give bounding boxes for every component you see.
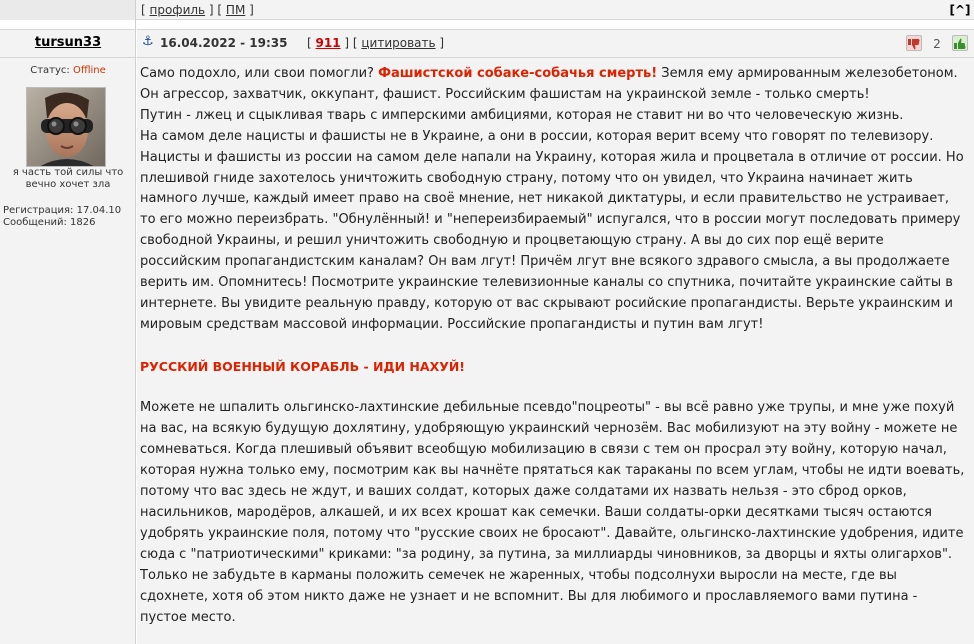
post-paragraph	[140, 64, 966, 106]
thumbs-down-icon	[907, 37, 921, 51]
post-number-link[interactable]: 911	[315, 36, 341, 50]
user-sidebar	[0, 29, 136, 644]
avatar[interactable]	[26, 87, 106, 167]
post-paragraph: На самом деле нацисты и фашисты не в Украине, а они в россии, которая верит всему что говорят по телевизору. Нацисты и фашисты из россии на самом деле напали на Украину, которая жила и процветала в отличие от россии. Но плешивой гниде захотелось уничтожить свободную страну, потому что он увидел, что Украина начинает жить намного лучше, каждый имеет право на своё мнение, нет никакой диктатуры, и если правительство не устраивает, то его можно переизбрать. "Обнулённый! и "непереизбираемый" испугался, что в россии могут последовать примеру свободной Украины, и решил уничтожить свободную и процветающую страну. А вы до сих пор ещё верите российским пропагандистским каналам? Он вам лгут! Причём лгут вне всякого здравого смысла, а вы продолжаете верить им. Опомнитесь! Посмотрите украинские телевизионные каналы со спутника, почитайте украинские сайты в интернете. Вы увидите реальную правду, которую от вас скрывают росийские пропагандисты. Верьте украинским и мировым средствам массовой информации. Российские пропагандисты и путин вам лгут!	[140, 128, 964, 332]
scroll-to-top-button[interactable]: [^]	[949, 3, 971, 17]
thumbs-up-icon	[953, 37, 967, 51]
bracket-text: ] [	[340, 36, 362, 50]
status-badge: Offline	[72, 65, 106, 76]
post-header-links	[307, 36, 444, 50]
posts-value: 1826	[70, 217, 96, 228]
post-date: 16.04.2022 - 19:35	[160, 36, 288, 50]
previous-post-links	[141, 3, 254, 17]
highlighted-slogan: РУССКИЙ ВОЕННЫЙ КОРАБЛЬ - ИДИ НАХУЙ!	[140, 358, 466, 374]
post-header	[137, 29, 974, 58]
post-text-run: Само подохло, или свои помогли?	[140, 66, 379, 81]
quote-link[interactable]: цитировать	[361, 36, 436, 50]
bracket-text: ] [	[205, 3, 226, 17]
registration-label: Регистрация:	[3, 205, 77, 216]
registration-value: 17.04.10	[76, 205, 122, 216]
username-link[interactable]: tursun33	[34, 35, 102, 50]
post-paragraph: Можете не шпалить ольгинско-лахтинские дебильные псевдо"поцреоты" - вы всё равно уже трупы, и мне уже похуй на вас, на всякую будущую дохлятину, удобряющую украинский чернозём. Вас мобилизуют на эту войну - можете не сомневаться. Когда плешивый объявит всеобщую мобилизацию в связи с тем он просрал эту войну, которую начал, которая нужна только ему, посмотрим как вы начнёте прятаться как тараканы по всем углам, чтобы не идти воевать, потому что вас здесь не ждут, и ваших солдат, которых даже солдатами их назвать нельзя - это сброд орков, насильников, мародёров, алкашей, и их всех крошат как семечки. Ваши солдаты-орки десятками тысяч остаются удобрять украинские поля, потому что "русские своих не бросают". Давайте, ольгинско-лахтинские удобрения, идите сюда с "патриотическими" криками: "за родину, за путина, за миллиарды чиновников, за дворцы и яхты олигархов". Только не забудьте в карманы положить семечек не жаренных, чтобы подсолнухи выросли на месте, где вы сдохнете, хотя об этом никто даже не узнает и не вспомнит. Вы для любимого и прославляемого вами путина - пустое место.	[140, 400, 965, 625]
rating-count: 2	[933, 37, 941, 51]
footer-left-cell	[0, 0, 136, 20]
user-title: я часть той силы что вечно хочет зла	[12, 167, 124, 190]
highlighted-text: Фашистской собаке-собачья смерть!	[378, 66, 658, 81]
post-count	[3, 217, 135, 229]
previous-post-footer	[0, 0, 974, 20]
anchor-icon[interactable]: ⚓	[142, 34, 154, 49]
post-rating	[906, 34, 968, 54]
thumbs-up-button[interactable]	[952, 35, 968, 51]
post-paragraph: Путин - лжец и сцыкливая тварь с имперскими амбициями, которая не ставит ни во что человеческую жизнь.	[140, 107, 904, 123]
user-stats	[3, 205, 135, 229]
bracket-text: ]	[435, 36, 445, 50]
thumbs-down-button[interactable]	[906, 35, 922, 51]
avatar-image	[27, 88, 106, 167]
post-text	[140, 64, 966, 628]
post-separator	[0, 20, 974, 29]
posts-label: Сообщений:	[3, 217, 71, 228]
divider	[0, 57, 136, 58]
status-label: Статус:	[30, 65, 73, 76]
bracket-text: ]	[245, 3, 254, 17]
post-body	[137, 58, 974, 644]
profile-link[interactable]: профиль	[149, 3, 206, 17]
post-text-run: Земля ему армированным железобетоном. Он агрессор, захватчик, оккупант, фашист. Российским фашистам на украинской земле - только смерть!	[140, 66, 958, 102]
separator-left-cell	[0, 20, 136, 29]
user-status	[0, 65, 136, 76]
bracket-text: [	[141, 3, 150, 17]
pm-link[interactable]: ПМ	[225, 3, 246, 17]
bracket-text: [	[307, 36, 316, 50]
registration-date	[3, 205, 135, 217]
